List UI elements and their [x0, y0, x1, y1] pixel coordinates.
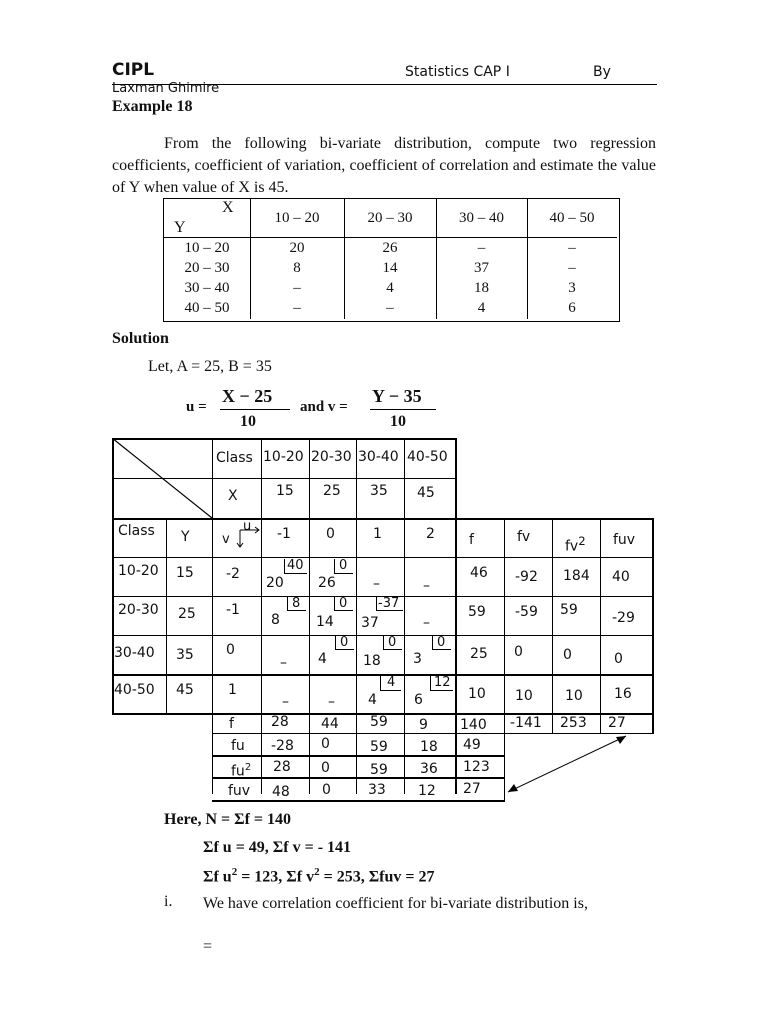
cell-f: 6 — [414, 692, 423, 708]
row-f: 59 — [468, 604, 486, 620]
t1-xclass: 20 – 30 — [367, 210, 413, 226]
bottom-value: 28 — [273, 759, 291, 775]
header-subject: Statistics CAP I — [405, 64, 510, 80]
cell-f: 18 — [363, 653, 381, 669]
t1-cell: 8 — [293, 260, 301, 276]
row-f: 25 — [470, 646, 488, 662]
uv-value: 4 — [387, 675, 396, 690]
item-number: i. — [164, 893, 173, 910]
cell-f: 26 — [318, 575, 336, 591]
uv-value: 0 — [437, 635, 446, 650]
t1-cell: – — [293, 280, 301, 296]
sum-fuv-text: = 253, Σfuv = 27 — [319, 868, 435, 886]
bottom-value: 18 — [420, 739, 438, 755]
row-v: -1 — [226, 602, 240, 618]
bottom-value: 0 — [322, 782, 331, 798]
col-fuv: fuv — [613, 532, 636, 548]
row-fuv: 40 — [612, 569, 630, 585]
u-fraction-bar — [220, 409, 290, 410]
row-y: 15 — [176, 565, 194, 581]
sums-line-2 — [203, 866, 435, 886]
equals-sign: = — [203, 938, 213, 955]
x-mid: 25 — [323, 483, 341, 499]
bottom-value: 0 — [321, 760, 330, 776]
row-fv2: 184 — [563, 568, 590, 584]
v-denominator: 10 — [390, 413, 406, 430]
t1-cell: 37 — [474, 260, 489, 276]
t1-cell: – — [568, 240, 576, 256]
cell-f: 3 — [413, 651, 422, 667]
t1-cell: 6 — [568, 300, 576, 316]
cell-f: – — [423, 578, 430, 594]
row-fuv: -29 — [612, 610, 635, 626]
sum-fu2-label: Σf u — [203, 868, 232, 886]
x-class-label: Class — [216, 450, 253, 466]
uv-arrows-icon — [230, 520, 264, 554]
uv-value: 12 — [434, 675, 451, 690]
cell-f: 8 — [271, 612, 280, 628]
row-class: 10-20 — [118, 563, 159, 579]
col-fv2-sup: 2 — [578, 534, 586, 548]
solution-title: Solution — [112, 330, 169, 347]
uv-value: 0 — [340, 635, 349, 650]
col-fv: fv — [517, 529, 531, 545]
row-y: 25 — [178, 606, 196, 622]
uv-value: 0 — [339, 558, 348, 573]
question-text: From the following bi-variate distribution, compute two regression coefficients, coefficient of variation, coefficient of correlation and estimate the value of Y when value of X is 45. — [112, 135, 656, 196]
row-y: 45 — [176, 682, 194, 698]
double-arrow-icon — [500, 728, 635, 800]
sums-line-1: Σf u = 49, Σf v = - 141 — [203, 839, 352, 856]
bottom-value: 36 — [420, 761, 438, 777]
t1-cell: 20 — [289, 240, 305, 256]
v-label: and v = — [300, 399, 348, 415]
bottom-label-sup: 2 — [244, 762, 252, 773]
bottom-value: 28 — [271, 714, 289, 730]
bottom-value: 33 — [368, 782, 386, 798]
uv-value: 8 — [292, 596, 301, 611]
t1-cell: 18 — [474, 280, 489, 296]
grand-fuv: 27 — [608, 715, 626, 731]
sum-fv2-label: = 123, Σf v — [237, 868, 315, 886]
bottom-value: 48 — [272, 784, 290, 800]
cell-f: – — [423, 615, 430, 631]
x-class: 30-40 — [358, 449, 399, 465]
bottom-value: 0 — [321, 736, 330, 752]
u-label: u = — [186, 399, 207, 415]
col-fv2-base: fv — [565, 538, 579, 555]
uv-value: 40 — [287, 558, 304, 573]
x-label: X — [228, 488, 238, 504]
row-y: 35 — [176, 647, 194, 663]
u-header: u — [243, 519, 252, 534]
bottom-value: -28 — [271, 738, 294, 754]
t1-cell: 4 — [386, 280, 394, 296]
grand-fv2: 253 — [560, 715, 587, 731]
t1-xclass: 10 – 20 — [274, 210, 320, 226]
x-class: 10-20 — [263, 449, 304, 465]
v-fraction-bar — [370, 409, 436, 410]
cell-f: 37 — [361, 615, 379, 631]
row-fv: -59 — [515, 604, 538, 620]
header-author: Laxman Ghimire — [112, 81, 220, 96]
row-fv2: 0 — [563, 647, 572, 663]
row-v: -2 — [226, 566, 240, 582]
bottom-value: 9 — [419, 717, 428, 733]
cell-f: – — [373, 576, 380, 592]
x-class: 40-50 — [407, 449, 448, 465]
t1-xclass: 40 – 50 — [549, 210, 595, 226]
t1-cell: 3 — [568, 280, 576, 296]
diagonal-divider — [112, 438, 214, 520]
row-v: 1 — [228, 682, 237, 698]
cell-f: 14 — [316, 614, 334, 630]
v-numerator: Y − 35 — [372, 386, 422, 406]
row-class: 20-30 — [118, 602, 159, 618]
t1-corner-x: X — [222, 199, 234, 216]
row-fv: 10 — [515, 688, 533, 704]
x-mid: 45 — [417, 485, 435, 501]
u-numerator: X − 25 — [222, 386, 273, 406]
bottom-value: 44 — [321, 716, 339, 732]
u-value: 2 — [426, 526, 435, 542]
t1-corner-y: Y — [174, 219, 186, 236]
bottom-total: 27 — [463, 781, 481, 797]
bottom-label: fu — [231, 738, 245, 754]
row-fv2: 10 — [565, 688, 583, 704]
y-class-label: Class — [118, 523, 155, 539]
t1-yclass: 30 – 40 — [184, 280, 230, 296]
x-mid: 15 — [276, 483, 294, 499]
u-denominator: 10 — [240, 413, 256, 430]
bivariate-table — [163, 198, 620, 322]
u-value: 1 — [373, 526, 382, 542]
grand-fv: -141 — [510, 715, 542, 731]
col-f: f — [469, 532, 474, 548]
t1-yclass: 20 – 30 — [184, 260, 230, 276]
bottom-label — [231, 760, 251, 780]
bottom-total: 140 — [460, 717, 487, 733]
row-fuv: 16 — [614, 686, 632, 702]
uv-value: 0 — [339, 596, 348, 611]
v-header: v — [222, 532, 230, 547]
t1-cell: – — [568, 260, 576, 276]
t1-yclass: 10 – 20 — [184, 240, 230, 256]
cell-f: 4 — [368, 692, 377, 708]
total-frequency: Here, N = Σf = 140 — [164, 811, 292, 828]
bottom-value: 59 — [370, 739, 388, 755]
bottom-label-text: fu — [231, 763, 245, 780]
cell-f: – — [280, 655, 287, 671]
bottom-value: 59 — [370, 762, 388, 778]
row-class: 30-40 — [114, 645, 155, 661]
bottom-label: fuv — [228, 783, 251, 799]
bottom-total: 49 — [463, 737, 481, 753]
cell-f: – — [282, 694, 289, 710]
row-f: 10 — [468, 686, 486, 702]
row-v: 0 — [226, 642, 235, 658]
t1-cell: 14 — [382, 260, 398, 276]
t1-cell: 26 — [382, 240, 398, 256]
t1-cell: – — [386, 300, 394, 316]
t1-cell: 4 — [477, 300, 486, 316]
header-org: CIPL — [112, 60, 155, 80]
t1-xclass: 30 – 40 — [459, 210, 504, 226]
assumed-means: Let, A = 25, B = 35 — [148, 358, 272, 375]
sup-2: 2 — [314, 866, 320, 878]
bottom-value: 12 — [418, 783, 436, 799]
t1-cell: – — [477, 240, 486, 256]
t1-cell: – — [293, 300, 301, 316]
t1-yclass: 40 – 50 — [184, 300, 230, 316]
row-fv: -92 — [515, 569, 538, 585]
row-f: 46 — [470, 565, 488, 581]
sup-2: 2 — [231, 866, 238, 878]
cell-f: 4 — [318, 651, 327, 667]
x-class: 20-30 — [311, 449, 352, 465]
bottom-label: f — [229, 716, 234, 732]
row-class: 40-50 — [114, 682, 155, 698]
row-fv: 0 — [514, 644, 523, 660]
x-mid: 35 — [370, 483, 388, 499]
row-fuv: 0 — [614, 651, 623, 667]
bottom-value: 59 — [370, 714, 388, 730]
item-text: We have correlation coefficient for bi-variate distribution is, — [203, 895, 588, 912]
example-title: Example 18 — [112, 98, 193, 115]
bottom-total: 123 — [463, 759, 490, 775]
header-by: By — [593, 64, 611, 80]
uv-value: -37 — [378, 596, 400, 611]
col-fv2 — [565, 533, 586, 555]
cell-f: 20 — [266, 575, 284, 591]
uv-value: 0 — [388, 635, 397, 650]
cell-f: – — [328, 694, 335, 710]
row-fv2: 59 — [560, 602, 578, 618]
u-value: 0 — [326, 526, 335, 542]
u-value: -1 — [277, 526, 291, 542]
y-label: Y — [181, 529, 190, 545]
